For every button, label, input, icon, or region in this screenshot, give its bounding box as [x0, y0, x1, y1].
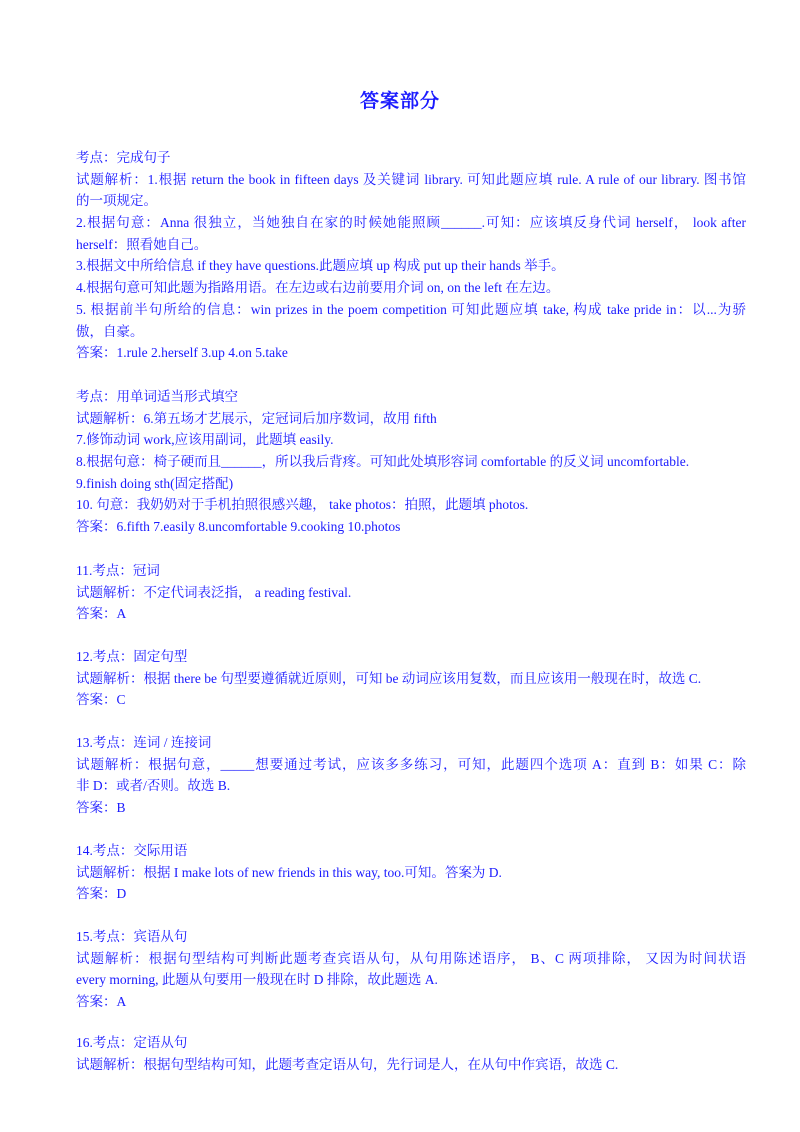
explanation-line: 傲，自豪。 [76, 323, 144, 339]
section-heading: 15.考点：宾语从句 [76, 929, 188, 944]
explanation-line: 2.根据句意：Anna 很独立，当她独自在家的时候她能照顾______.可知：应该填反身代词 herself， look after [76, 215, 746, 231]
answer-line: 答案：D [76, 886, 127, 902]
explanation-line: 4.根据句意可知此题为指路用语。在左边或右边前要用介词 on, on the left 在左边。 [76, 280, 560, 296]
explanation-line: 试题解析：1.根据 return the book in fifteen days 及关键词 library. 可知此题应填 rule. A rule of our library. 图书馆 [76, 171, 746, 187]
section-heading: 13.考点：连词 / 连接词 [76, 735, 212, 750]
section-heading: 11.考点：冠词 [76, 563, 160, 578]
explanation-line: 7.修饰动词 work,应该用副词，此题填 easily. [76, 432, 334, 448]
section-heading: 14.考点：交际用语 [76, 843, 188, 858]
answer-line: 答案：C [76, 692, 126, 708]
explanation-line: herself：照看她自己。 [76, 236, 208, 252]
section-heading: 考点：用单词适当形式填空 [76, 389, 238, 404]
explanation-line: 试题解析：根据 there be 句型要遵循就近原则，可知 be 动词应该用复数，而且应该用一般现在时，故选 C. [76, 670, 702, 686]
answer-section-1 [76, 147, 746, 364]
explanation-line: 试题解析：根据句型结构可知，此题考查定语从句，先行词是人，在从句中作宾语，故选 C. [76, 1056, 619, 1072]
explanation-line: every morning, 此题从句要用一般现在时 D 排除，故此题选 A. [76, 972, 438, 988]
explanation-line: 8.根据句意：椅子硬而且______，所以我后背疼。可知此处填形容词 comfortable 的反义词 uncomfortable. [76, 454, 690, 470]
answer-line: 答案：6.fifth 7.easily 8.uncomfortable 9.cooking 10.photos [76, 519, 401, 535]
explanation-line: 3.根据文中所给信息 if they have questions.此题应填 up 构成 put up their hands 举手。 [76, 258, 565, 274]
explanation-line: 试题解析：6.第五场才艺展示，定冠词后加序数词，故用 fifth [76, 410, 437, 426]
answer-section-15 [76, 926, 746, 1013]
answer-line: 答案：A [76, 994, 127, 1010]
answer-section-11 [76, 560, 746, 625]
answer-section-2 [76, 386, 746, 538]
section-heading: 12.考点：固定句型 [76, 649, 188, 664]
section-heading: 16.考点：定语从句 [76, 1035, 188, 1050]
answer-section-14 [76, 840, 746, 905]
answer-line: 答案：A [76, 606, 127, 622]
explanation-line: 试题解析：根据句型结构可判断此题考查宾语从句，从句用陈述语序， B、C 两项排除， 又因为时间状语 [76, 950, 746, 966]
explanation-line: 的一项规定。 [76, 193, 157, 209]
section-heading: 考点：完成句子 [76, 150, 171, 165]
explanation-line: 试题解析：根据 I make lots of new friends in this way, too.可知。答案为 D. [76, 864, 502, 880]
page-title: 答案部分 [359, 90, 440, 112]
explanation-line: 试题解析：不定代词表泛指， a reading festival. [76, 584, 352, 600]
answer-line: 答案：1.rule 2.herself 3.up 4.on 5.take [76, 345, 288, 361]
answer-line: 答案：B [76, 800, 126, 816]
explanation-line: 9.finish doing sth(固定搭配) [76, 475, 234, 491]
explanation-line: 非 D：或者/否则。故选 B. [76, 778, 231, 794]
explanation-line: 10. 句意：我奶奶对于手机拍照很感兴趣， take photos：拍照，此题填 photos. [76, 497, 529, 513]
explanation-line: 试题解析：根据句意，_____想要通过考试，应该多多练习，可知，此题四个选项 A：直到 B：如果 C：除 [76, 756, 746, 772]
answer-section-12 [76, 646, 746, 711]
answer-section-13 [76, 732, 746, 819]
explanation-line: 5. 根据前半句所给的信息：win prizes in the poem competition 可知此题应填 take, 构成 take pride in：以...为骄 [76, 301, 746, 317]
answer-section-16 [76, 1032, 746, 1075]
